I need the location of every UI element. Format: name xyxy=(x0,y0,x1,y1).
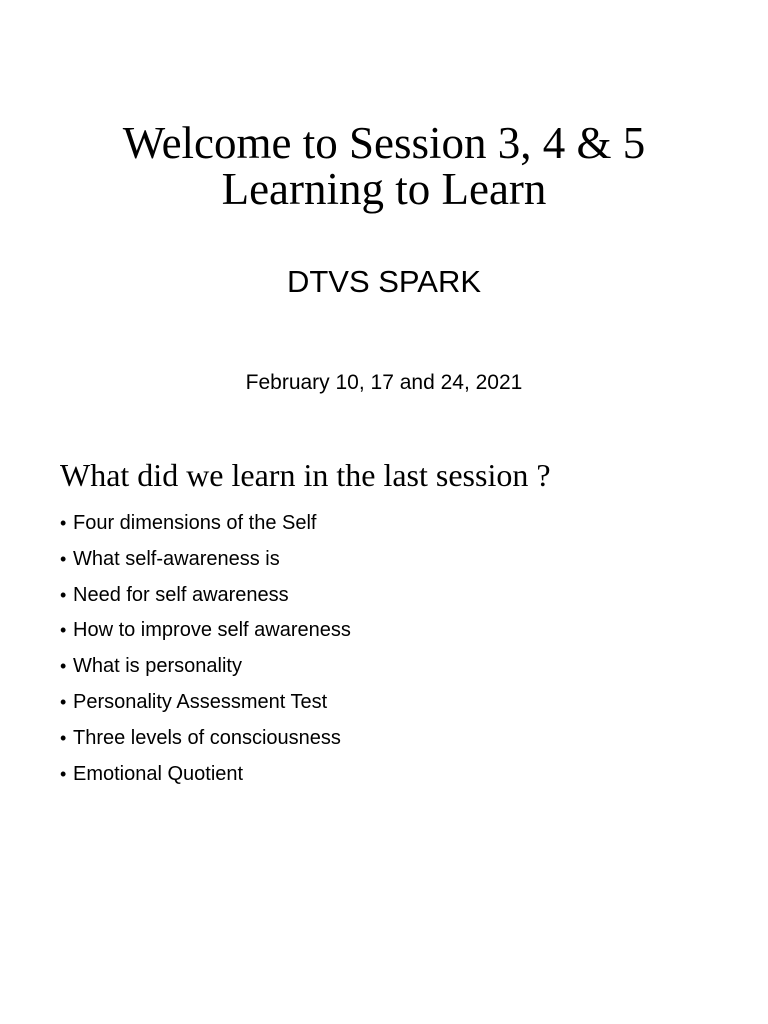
bullet-icon: • xyxy=(60,656,67,677)
recap-list xyxy=(60,506,351,792)
list-item xyxy=(60,613,351,649)
bullet-icon: • xyxy=(60,691,67,712)
list-item-text: What is personality xyxy=(73,655,242,678)
bullet-icon: • xyxy=(60,548,67,569)
list-item xyxy=(60,721,351,757)
list-item-text: Personality Assessment Test xyxy=(73,690,328,713)
slide-title xyxy=(0,120,768,212)
list-item xyxy=(60,649,351,685)
bullet-icon: • xyxy=(60,513,67,533)
list-item-text: Emotional Quotient xyxy=(73,762,244,785)
bullet-icon: • xyxy=(60,727,67,748)
title-line-1: Welcome to Session 3, 4 & 5 xyxy=(122,118,646,168)
bullet-icon: • xyxy=(60,620,67,641)
bullet-icon: • xyxy=(60,763,67,784)
list-item-text: Need for self awareness xyxy=(73,583,289,606)
bullet-icon: • xyxy=(60,584,67,605)
recap-heading: What did we learn in the last session ? xyxy=(60,457,551,493)
list-item xyxy=(60,542,351,578)
list-item xyxy=(60,506,351,542)
list-item-text: Four dimensions of the Self xyxy=(73,512,317,534)
slide-subtitle: DTVS SPARK xyxy=(286,264,482,299)
list-item xyxy=(60,757,351,793)
title-line-2: Learning to Learn xyxy=(221,164,547,214)
slide-date: February 10, 17 and 24, 2021 xyxy=(245,371,523,394)
list-item xyxy=(60,685,351,721)
list-item-text: How to improve self awareness xyxy=(73,619,351,642)
list-item xyxy=(60,578,351,614)
list-item-text: Three levels of consciousness xyxy=(73,726,341,749)
list-item-text: What self-awareness is xyxy=(73,547,280,570)
